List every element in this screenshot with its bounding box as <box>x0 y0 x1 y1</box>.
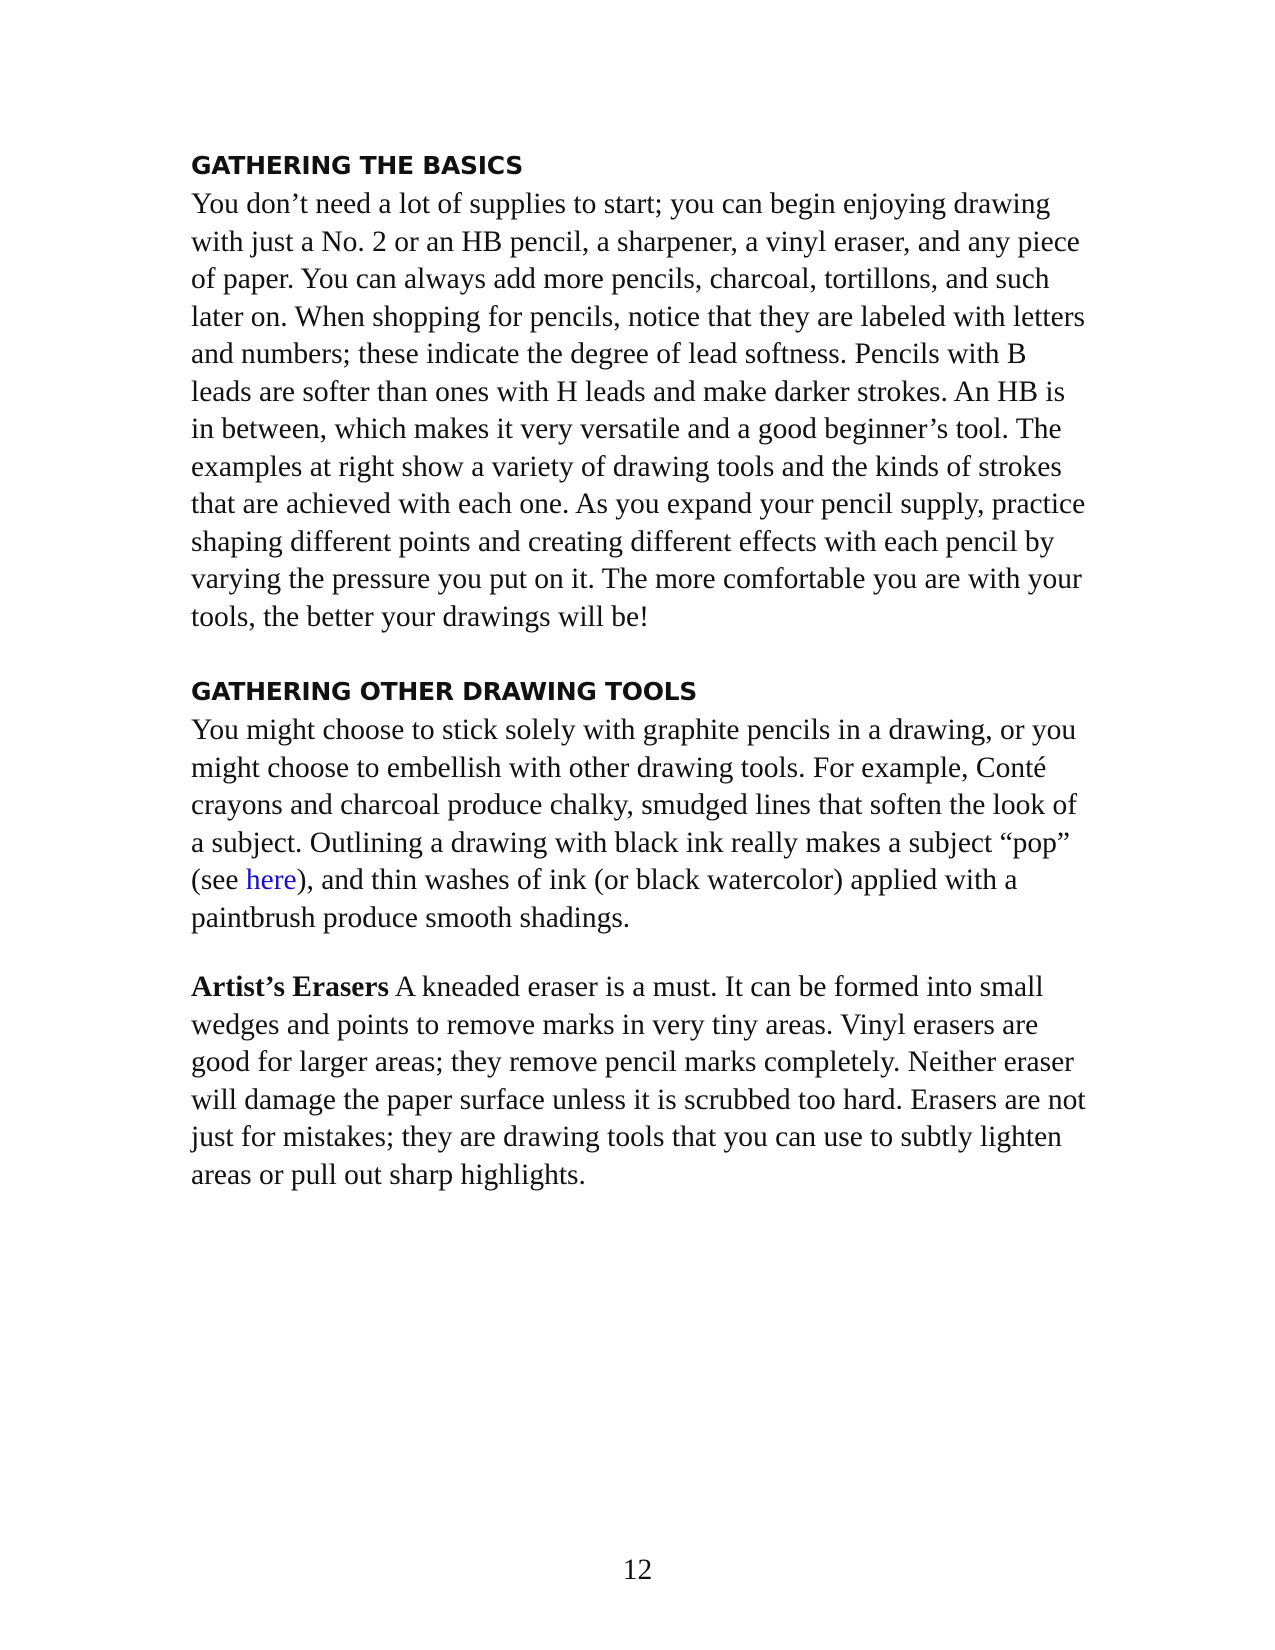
section-spacer <box>191 636 1091 672</box>
paragraph-basics: You don’t need a lot of supplies to start; you can begin enjoying drawing with just a No. 2 or an HB pencil, a sharpener, a vinyl eraser, and any piece of paper. You can always add more pencils, charcoal, tortillons, and such later on. When shopping for pencils, notice that they are labeled with letters and numbers; these indicate the degree of lead softness. Pencils with B leads are softer than ones with H leads and make darker strokes. An HB is in between, which makes it very versatile and a good beginner’s tool. The examples at right show a variety of drawing tools and the kinds of strokes that are achieved with each one. As you expand your pencil supply, practice shaping different points and creating different effects with each pencil by varying the pressure you put on it. The more comfortable you are with your tools, the better your drawings will be! <box>191 188 1086 633</box>
here-link[interactable]: here <box>245 864 297 896</box>
section-heading-other-tools: GATHERING OTHER DRAWING TOOLS <box>191 677 697 706</box>
page-number: 12 <box>622 1554 653 1586</box>
paragraph-text-after-link: ), and thin washes of ink (or black watercolor) applied with a paintbrush produce smooth shadings. <box>191 864 1018 934</box>
page-content <box>191 146 1091 1194</box>
term-artists-erasers: Artist’s Erasers <box>191 971 389 1003</box>
section-heading-basics: GATHERING THE BASICS <box>191 151 523 180</box>
paragraph-other-tools <box>191 712 1091 937</box>
paragraph-erasers <box>191 969 1091 1194</box>
paragraph-text-before-link: You might choose to stick solely with graphite pencils in a drawing, or you might choose to embellish with other drawing tools. For example, Conté crayons and charcoal produce chalky, smudged lines that soften the look of a subject. Outlining a drawing with black ink really makes a subject “pop” (see <box>191 714 1078 896</box>
paragraph-spacer <box>191 937 1091 969</box>
paragraph-erasers-text: A kneaded eraser is a must. It can be formed into small wedges and points to remove marks in very tiny areas. Vinyl erasers are good for larger areas; they remove pencil marks completely. Neither eraser will damage the paper surface unless it is scrubbed too hard. Erasers are not just for mistakes; they are drawing tools that you can use to subtly lighten areas or pull out sharp highlights. <box>191 971 1086 1191</box>
